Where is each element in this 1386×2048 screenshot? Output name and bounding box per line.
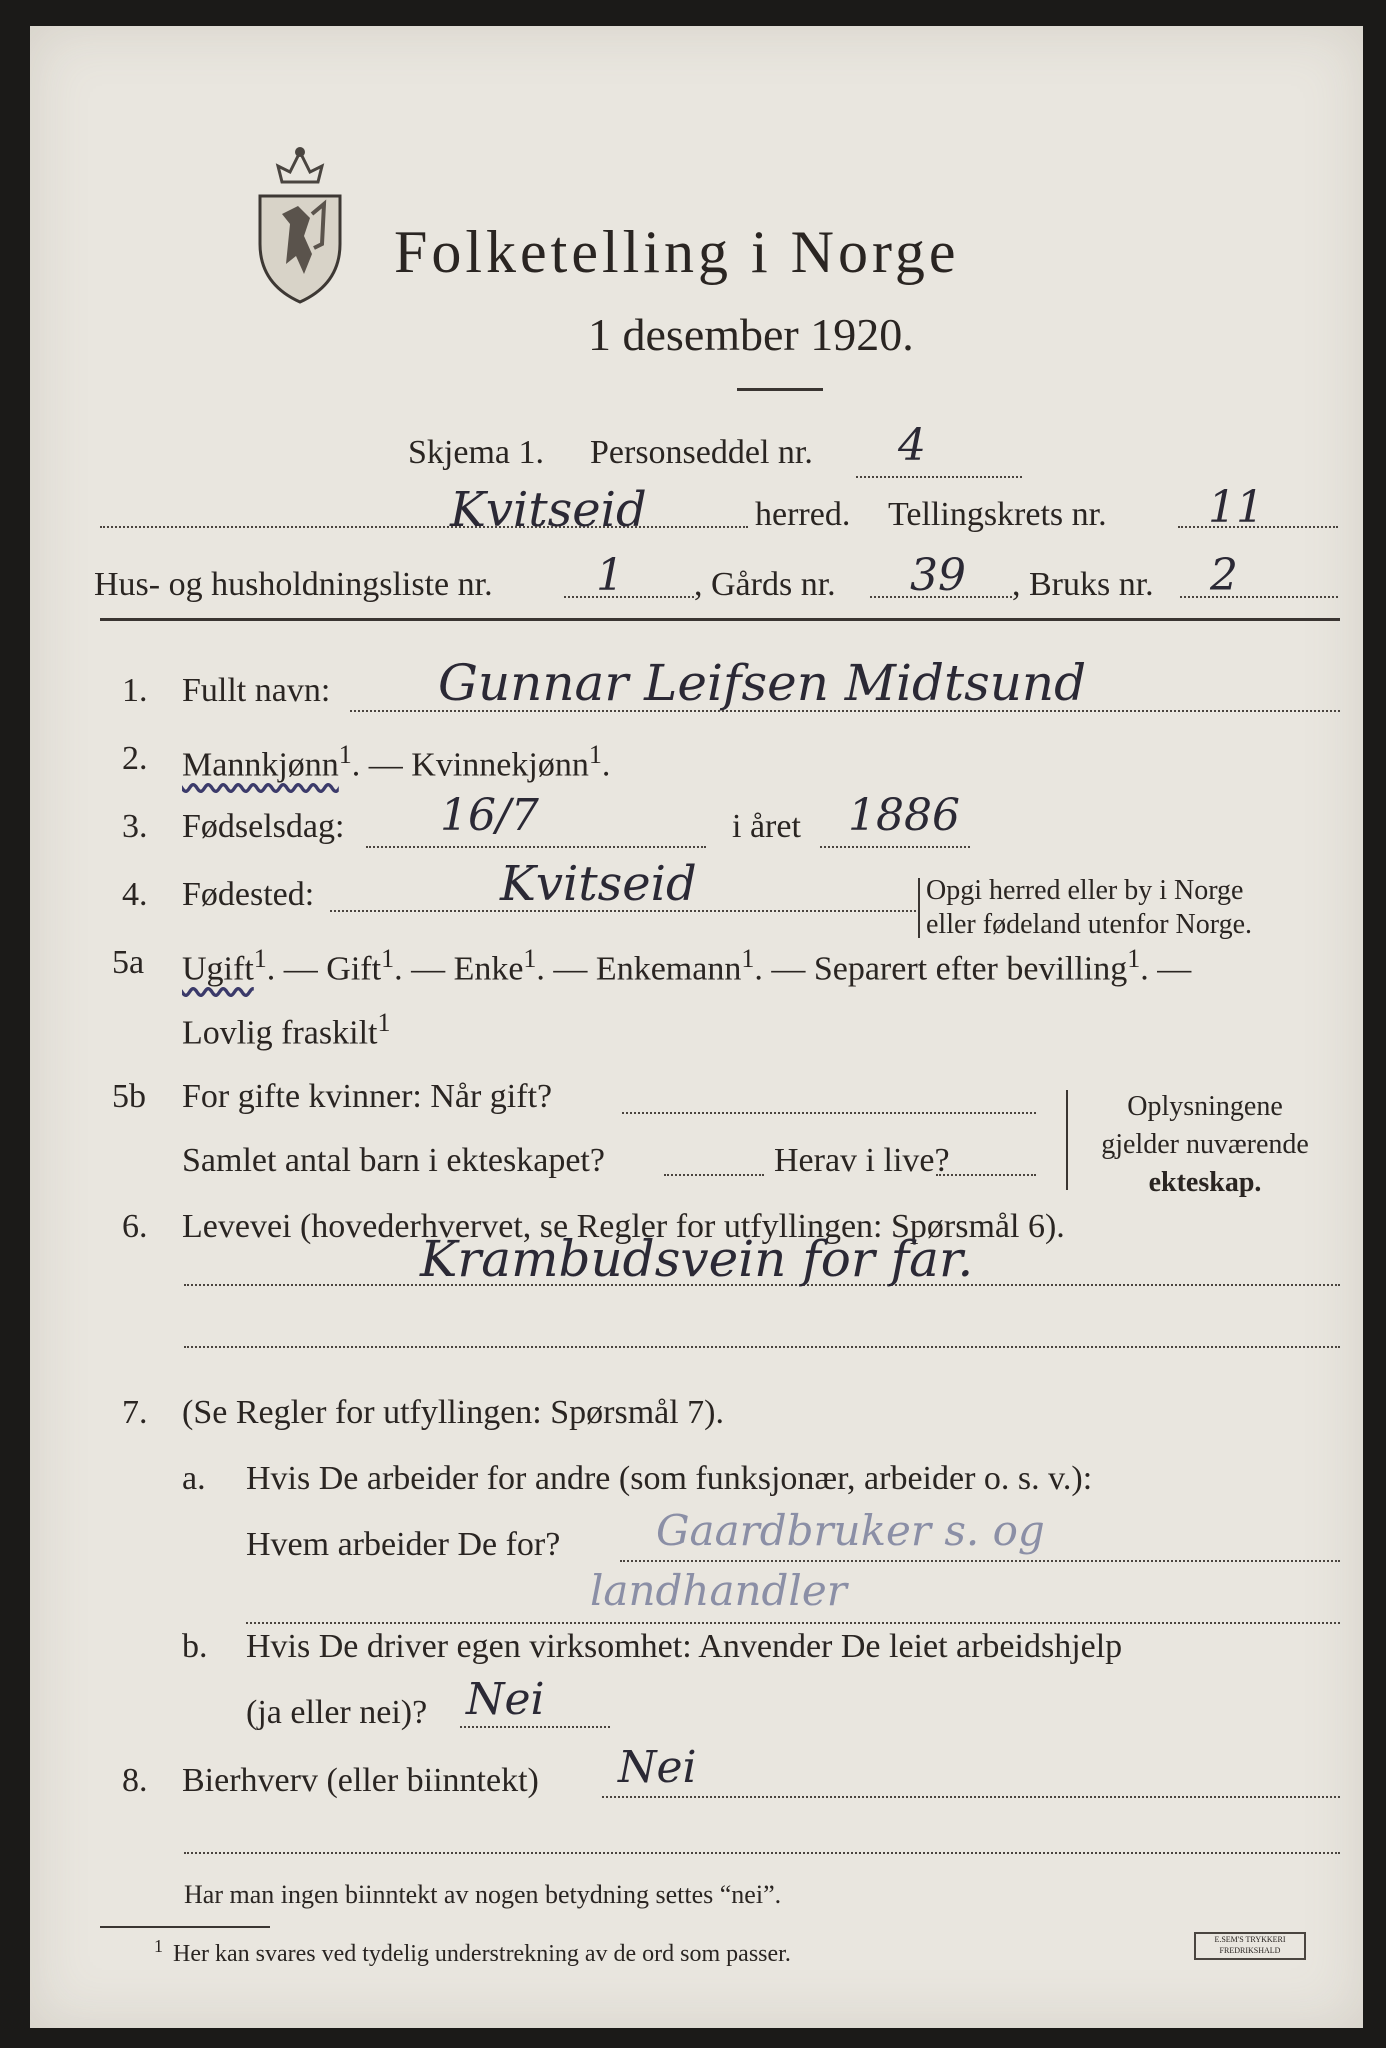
male-option: Mannkjønn [182,746,339,784]
footnote-mark: 1 [154,1936,163,1956]
gards-value: 39 [910,550,966,601]
ugift-option: Ugift [182,950,254,988]
q7-label: (Se Regler for utfyllingen: Spørsmål 7). [182,1394,725,1431]
q5a-text [182,944,1191,988]
bruks-line [1180,596,1338,598]
q3-number: 3. [122,808,148,845]
footnote-ref: 1 [588,740,602,769]
census-date: 1 desember 1920. [588,309,914,360]
footnote-ref: 1 [523,944,537,973]
herred-line [100,526,748,528]
footnote-text: Her kan svares ved tydelig understrekning av de ord som passer. [173,1941,791,1967]
tellingskrets-value: 11 [1208,482,1264,533]
personseddel-value: 4 [898,420,926,471]
birthplace-note [926,874,1252,942]
hired-help-line [460,1726,610,1728]
nei-instruction: Har man ingen biinntekt av nogen betydning settes “nei”. [184,1880,782,1909]
printer-stamp-line-1: E.SEM'S TRYKKERI [1214,1935,1286,1944]
footnote-ref: 1 [381,944,395,973]
marriage-note-3: ekteskap. [1148,1167,1262,1198]
separator: . — [266,950,327,988]
occupation-line-2 [184,1346,1340,1348]
birthplace-note-1: Opgi herred eller by i Norge [926,875,1244,906]
side-income-line [602,1796,1340,1798]
census-form [30,26,1363,2028]
q8-label: Bierhverv (eller biinntekt) [182,1762,539,1799]
marriage-date-line [622,1112,1036,1114]
q7b-label: Hvis De driver egen virksomhet: Anvender De leiet arbeidshjelp [246,1628,1123,1665]
separator: . — [754,950,814,988]
living-children-line [936,1174,1036,1176]
coat-of-arms-icon [252,144,348,304]
q7b-letter: b. [182,1628,208,1665]
year-line [820,846,970,848]
q4-label: Fødested: [182,876,315,913]
employer-line-2 [246,1622,1340,1624]
gift-option: Gift [326,950,382,988]
note-brace [918,878,920,938]
birthplace-note-2: eller fødeland utenfor Norge. [926,909,1253,940]
form-title: Folketelling i Norge [394,219,960,285]
footnote-rule [100,1926,270,1928]
q7a-question: Hvem arbeider De for? [246,1526,561,1563]
separator: . — [351,746,412,784]
hus-line [564,596,694,598]
children-line [664,1174,764,1176]
q7a-label: Hvis De arbeider for andre (som funksjonær, arbeider o. s. v.): [246,1460,1093,1497]
separator: . — [394,950,454,988]
separator: . — [536,950,596,988]
birthdate-line [366,846,706,848]
personseddel-line [856,476,1022,478]
q5a-number: 5a [112,944,145,981]
q6-number: 6. [122,1208,148,1245]
q5a-text-line2 [182,1008,390,1052]
q4-number: 4. [122,876,148,913]
skjema-label: Skjema 1. [408,434,544,471]
personseddel-label: Personseddel nr. [590,434,813,471]
full-name-value: Gunnar Leifsen Midtsund [438,654,1087,712]
footnote-ref: 1 [338,740,352,769]
q7b-question: (ja eller nei)? [246,1694,428,1731]
footnote-ref: 1 [377,1008,391,1037]
employer-value-2: landhandler [590,1566,847,1615]
q7-number: 7. [122,1394,148,1431]
bruks-label: , Bruks nr. [1012,566,1154,603]
footnote-ref: 1 [253,944,267,973]
footnote-ref: 1 [1127,944,1141,973]
marriage-note-2: gjelder nuværende [1101,1129,1309,1160]
q3-label: Fødselsdag: [182,808,345,845]
q8-number: 8. [122,1762,148,1799]
q1-number: 1. [122,672,148,709]
separert-option: Separert efter bevilling [813,950,1128,988]
q5b-label-1: For gifte kvinner: Når gift? [182,1078,553,1115]
gards-label: , Gårds nr. [694,566,836,603]
female-option: Kvinnekjønn [411,746,589,784]
marriage-brace [1066,1090,1068,1190]
lovlig-option: Lovlig fraskilt [182,1014,378,1052]
herred-label: herred. [755,496,851,533]
q1-label: Fullt navn: [182,672,331,709]
header-rule [100,618,1340,621]
bruks-value: 2 [1210,550,1238,601]
hus-value: 1 [596,550,624,601]
q6-label: Levevei (hovederhvervet, se Regler for utfyllingen: Spørsmål 6). [182,1208,1065,1245]
q2-number: 2. [122,740,148,777]
side-income-value: Nei [618,1742,697,1793]
q7a-letter: a. [182,1460,206,1497]
herred-value: Kvitseid [450,482,647,538]
printer-stamp-line-2: FREDRIKSHALD [1219,1946,1281,1955]
footnote [154,1936,791,1968]
birthdate-value: 16/7 [440,790,539,841]
enke-option: Enke [453,950,524,988]
tellingskrets-label: Tellingskrets nr. [888,496,1107,533]
footnote-ref: 1 [741,944,755,973]
birthplace-value: Kvitseid [500,856,697,912]
title-divider [737,388,823,391]
printer-stamp [1194,1932,1306,1960]
separator: . — [1140,950,1192,988]
enkemann-option: Enkemann [595,950,742,988]
marriage-note [1070,1088,1340,1202]
employer-value-1: Gaardbruker s. og [656,1506,1045,1555]
hired-help-value: Nei [466,1674,545,1725]
birthyear-value: 1886 [848,790,960,841]
occupation-value: Krambudsvein for far. [420,1230,974,1288]
side-income-line-2 [184,1852,1340,1854]
q5b-number: 5b [112,1078,146,1115]
end-mark: . [601,746,611,784]
hus-label: Hus- og husholdningsliste nr. [94,566,493,603]
q2-text [182,740,610,784]
q5b-label-3: Herav i live? [774,1142,950,1179]
employer-line-1 [620,1560,1340,1562]
marriage-note-1: Oplysningene [1127,1091,1283,1122]
year-label: i året [732,808,801,845]
q5b-label-2: Samlet antal barn i ekteskapet? [182,1142,605,1179]
